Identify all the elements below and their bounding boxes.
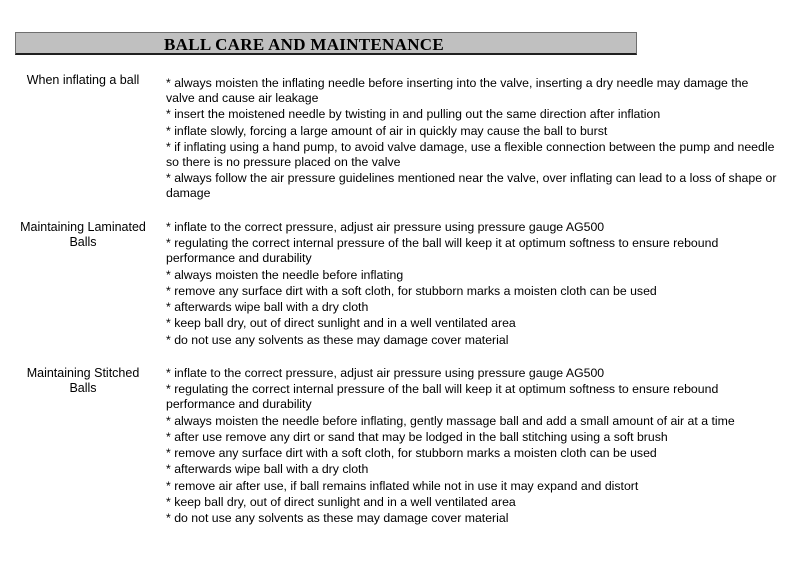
list-item: * if inflating using a hand pump, to avoid valve damage, use a flexible connection between the pump and needle so there is no pressure placed on the valve [166,139,775,169]
list-item: * do not use any solvents as these may damage cover material [166,332,509,347]
list-item: * always moisten the inflating needle before inserting into the valve, inserting a dry needle may damage the valve and cause air leakage [166,76,749,105]
list-item: * inflate slowly, forcing a large amount of air in quickly may cause the ball to burst [166,123,608,138]
list-item: * remove any surface dirt with a soft cloth, for stubborn marks a moisten cloth can be used [166,283,657,298]
section-items [166,76,778,202]
list-item: * regulating the correct internal pressure of the ball will keep it at optimum softness to ensure rebound performance and durability [166,236,719,266]
list-item: * always moisten the needle before inflating [166,267,404,282]
list-item: * insert the moistened needle by twisting in and pulling out the same direction after inflation [166,107,661,122]
list-item: * always follow the air pressure guidelines mentioned near the valve, over inflating can lead to a loss of shape or damage [166,171,777,201]
section-items [166,220,778,349]
list-item: * regulating the correct internal pressure of the ball will keep it at optimum softness to ensure rebound performance and durability [166,382,719,412]
list-item: * remove any surface dirt with a soft cloth, for stubborn marks a moisten cloth can be used [166,446,657,461]
list-item: * inflate to the correct pressure, adjust air pressure using pressure gauge AG500 [166,220,605,234]
page-title: BALL CARE AND MAINTENANCE [164,35,445,54]
title-bar [15,32,637,55]
list-item: * keep ball dry, out of direct sunlight and in a well ventilated area [166,495,516,510]
section-label: Maintaining Stitched Balls [26,366,140,395]
list-item: * remove air after use, if ball remains inflated while not in use it may expand and distort [166,478,639,493]
list-item: * always moisten the needle before inflating, gently massage ball and add a small amount of air at a time [166,413,735,428]
list-item: * afterwards wipe ball with a dry cloth [166,300,369,315]
list-item: * keep ball dry, out of direct sunlight and in a well ventilated area [166,316,516,331]
section-items [166,366,778,528]
list-item: * inflate to the correct pressure, adjust air pressure using pressure gauge AG500 [166,366,605,380]
section-label: When inflating a ball [26,73,140,87]
list-item: * after use remove any dirt or sand that may be lodged in the ball stitching using a soft brush [166,429,668,444]
list-item: * do not use any solvents as these may damage cover material [166,511,509,526]
list-item: * afterwards wipe ball with a dry cloth [166,462,369,477]
section-label: Maintaining Laminated Balls [20,220,146,249]
